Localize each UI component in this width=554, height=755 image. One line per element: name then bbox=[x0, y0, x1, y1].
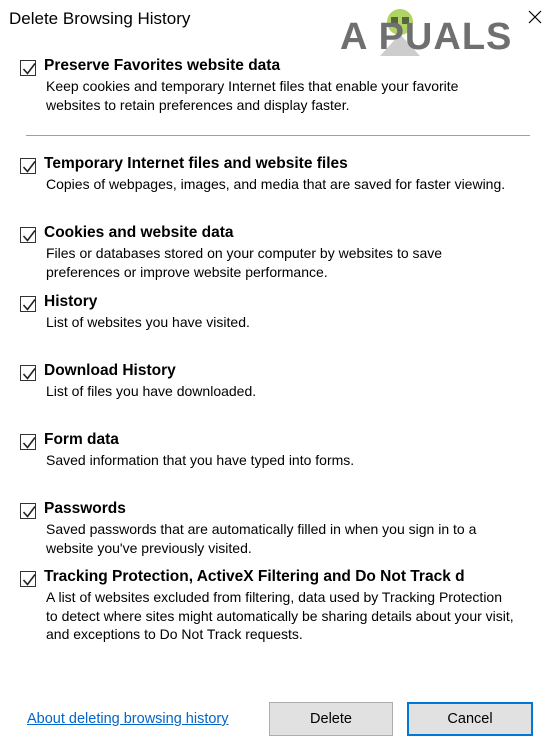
option-label[interactable]: Passwords bbox=[44, 500, 126, 517]
passwords-checkbox[interactable] bbox=[20, 503, 36, 519]
option-label[interactable]: History bbox=[44, 293, 98, 310]
delete-button[interactable]: Delete bbox=[269, 702, 393, 736]
checkmark-icon bbox=[20, 571, 38, 589]
option-description: Files or databases stored on your computer by websites to save preferences or improve website performance. bbox=[46, 245, 443, 280]
checkmark-icon bbox=[20, 296, 38, 314]
cancel-button[interactable]: Cancel bbox=[407, 702, 533, 736]
option-label[interactable]: Form data bbox=[44, 431, 119, 448]
checkmark-icon bbox=[20, 60, 38, 78]
option-label[interactable]: Cookies and website data bbox=[44, 224, 234, 241]
option-description: Saved passwords that are automatically filled in when you sign in to a website you've previously visited. bbox=[46, 521, 477, 556]
tracking-protection-checkbox[interactable] bbox=[20, 571, 36, 587]
download-history-checkbox[interactable] bbox=[20, 365, 36, 381]
watermark-text: A PUALS bbox=[340, 16, 513, 58]
option-description: List of websites you have visited. bbox=[46, 314, 250, 330]
option-description: Saved information that you have typed into forms. bbox=[46, 452, 355, 468]
checkmark-icon bbox=[20, 365, 38, 383]
temporary-files-checkbox[interactable] bbox=[20, 158, 36, 174]
close-button[interactable] bbox=[522, 4, 548, 30]
option-description: Copies of webpages, images, and media that are saved for faster viewing. bbox=[46, 176, 506, 192]
option-label[interactable]: Preserve Favorites website data bbox=[44, 57, 281, 74]
window-title: Delete Browsing History bbox=[9, 9, 191, 28]
option-label[interactable]: Temporary Internet files and website files bbox=[44, 155, 348, 172]
option-description: Keep cookies and temporary Internet files that enable your favorite websites to retain preferences and display faster. bbox=[46, 78, 459, 113]
form-data-checkbox[interactable] bbox=[20, 434, 36, 450]
option-label[interactable]: Tracking Protection, ActiveX Filtering and Do Not Track d bbox=[44, 568, 465, 585]
checkmark-icon bbox=[20, 158, 38, 176]
history-checkbox[interactable] bbox=[20, 296, 36, 312]
option-description: List of files you have downloaded. bbox=[46, 383, 257, 399]
close-icon bbox=[528, 10, 542, 24]
checkmark-icon bbox=[20, 503, 38, 521]
option-description: A list of websites excluded from filtering, data used by Tracking Protection to detect where sites might automatically be sharing details about your visit, and exceptions to Do Not Track requests. bbox=[46, 589, 514, 642]
separator bbox=[26, 135, 530, 136]
about-deleting-history-link[interactable]: About deleting browsing history bbox=[27, 711, 229, 727]
cookies-checkbox[interactable] bbox=[20, 227, 36, 243]
checkmark-icon bbox=[20, 227, 38, 245]
title-bar bbox=[0, 0, 554, 58]
option-label[interactable]: Download History bbox=[44, 362, 176, 379]
checkmark-icon bbox=[20, 434, 38, 452]
preserve-favorites-checkbox[interactable] bbox=[20, 60, 36, 76]
